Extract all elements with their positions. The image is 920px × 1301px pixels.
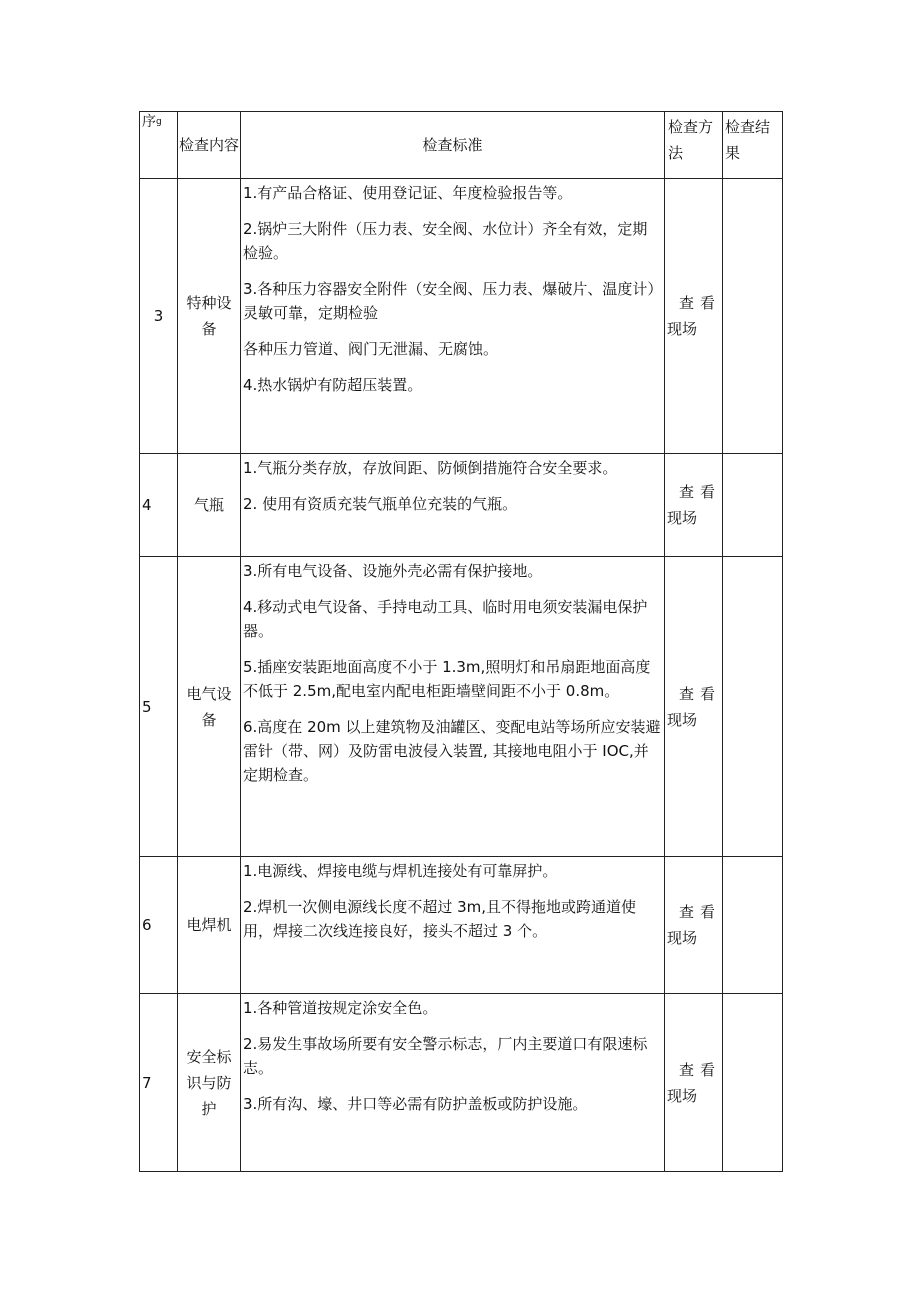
row-number: 5	[140, 557, 178, 857]
row-standards	[241, 179, 665, 454]
standard-item: 1.电源线、焊接电缆与焊机连接处有可靠屏护。	[243, 862, 558, 880]
header-no: 序$^g$	[140, 112, 178, 179]
standard-item: 3.各种压力容器安全附件（安全阀、压力表、爆破片、温度计）灵敏可靠，定期检验	[243, 280, 655, 322]
table-row	[140, 557, 783, 857]
row-method	[665, 857, 723, 994]
method-line: 查看	[679, 903, 722, 921]
method-line: 查看	[679, 684, 722, 703]
header-result: 检查结果	[723, 112, 783, 179]
standard-item: 5.插座安装距地面高度不小于 1.3m,照明灯和吊扇距地面高度不低于 2.5m,配电室内配电柜距墙壁间距不小于 0.8m。	[243, 658, 651, 700]
method-line: 查看	[679, 294, 722, 312]
row-number: 7	[140, 994, 178, 1172]
standard-item: 4.热水锅炉有防超压装置。	[243, 376, 423, 394]
method-line: 现场	[667, 1086, 698, 1105]
row-content: 电焊机	[178, 857, 241, 994]
standard-item: 1.各种管道按规定涂安全色。	[243, 999, 438, 1017]
row-standards	[241, 857, 665, 994]
row-number: 4	[140, 454, 178, 557]
method-line: 现场	[667, 710, 698, 729]
method-line: 现场	[667, 320, 698, 338]
row-result	[723, 454, 783, 557]
standard-item: 1.气瓶分类存放，存放间距、防倾倒措施符合安全要求。	[243, 459, 618, 477]
row-result	[723, 557, 783, 857]
row-result	[723, 179, 783, 454]
row-standards	[241, 994, 665, 1172]
inspection-table	[139, 111, 783, 1172]
method-line: 查看	[679, 483, 722, 501]
row-method	[665, 994, 723, 1172]
row-content: 电气设备	[178, 557, 241, 857]
standard-item: 2.锅炉三大附件（压力表、安全阀、水位计）齐全有效，定期检验。	[243, 220, 648, 262]
header-content: 检查内容	[178, 112, 241, 179]
header-method: 检查方法	[665, 112, 723, 179]
method-line: 现场	[667, 509, 698, 527]
standard-item: 3.所有沟、壕、井口等必需有防护盖板或防护设施。	[243, 1095, 588, 1113]
row-method	[665, 454, 723, 557]
header-standard: 检查标准	[241, 112, 665, 179]
table-row	[140, 179, 783, 454]
standard-item: 1.有产品合格证、使用登记证、年度检验报告等。	[243, 184, 573, 202]
table-row	[140, 994, 783, 1172]
row-standards	[241, 557, 665, 857]
table-row	[140, 454, 783, 557]
header-row	[140, 112, 783, 179]
standard-item: 2. 使用有资质充装气瓶单位充装的气瓶。	[243, 495, 518, 513]
table-row	[140, 857, 783, 994]
method-line: 查看	[679, 1060, 722, 1079]
row-number: 6	[140, 857, 178, 994]
standard-item: 6.高度在 20m 以上建筑物及油罐区、变配电站等场所应安装避雷针（带、网）及防雷电波侵入装置, 其接地电阻小于 IOC,并定期检查。	[243, 718, 661, 784]
standard-item: 各种压力管道、阀门无泄漏、无腐蚀。	[243, 340, 499, 358]
standard-item: 2.焊机一次侧电源线长度不超过 3m,且不得拖地或跨通道使用，焊接二次线连接良好，接头不超过 3 个。	[243, 898, 637, 940]
header-no-mark: g	[156, 117, 162, 127]
row-number: 3	[140, 179, 178, 454]
standard-item: 4.移动式电气设备、手持电动工具、临时用电须安装漏电保护器。	[243, 598, 648, 640]
row-method	[665, 179, 723, 454]
row-content: 安全标识与防护	[178, 994, 241, 1172]
standard-item: 2.易发生事故场所要有安全警示标志，厂内主要道口有限速标志。	[243, 1035, 648, 1077]
row-result	[723, 857, 783, 994]
standard-item: 3.所有电气设备、设施外壳必需有保护接地。	[243, 562, 543, 580]
row-result	[723, 994, 783, 1172]
method-line: 现场	[667, 929, 698, 947]
row-method	[665, 557, 723, 857]
row-content: 气瓶	[178, 454, 241, 557]
row-standards	[241, 454, 665, 557]
row-content: 特种设备	[178, 179, 241, 454]
